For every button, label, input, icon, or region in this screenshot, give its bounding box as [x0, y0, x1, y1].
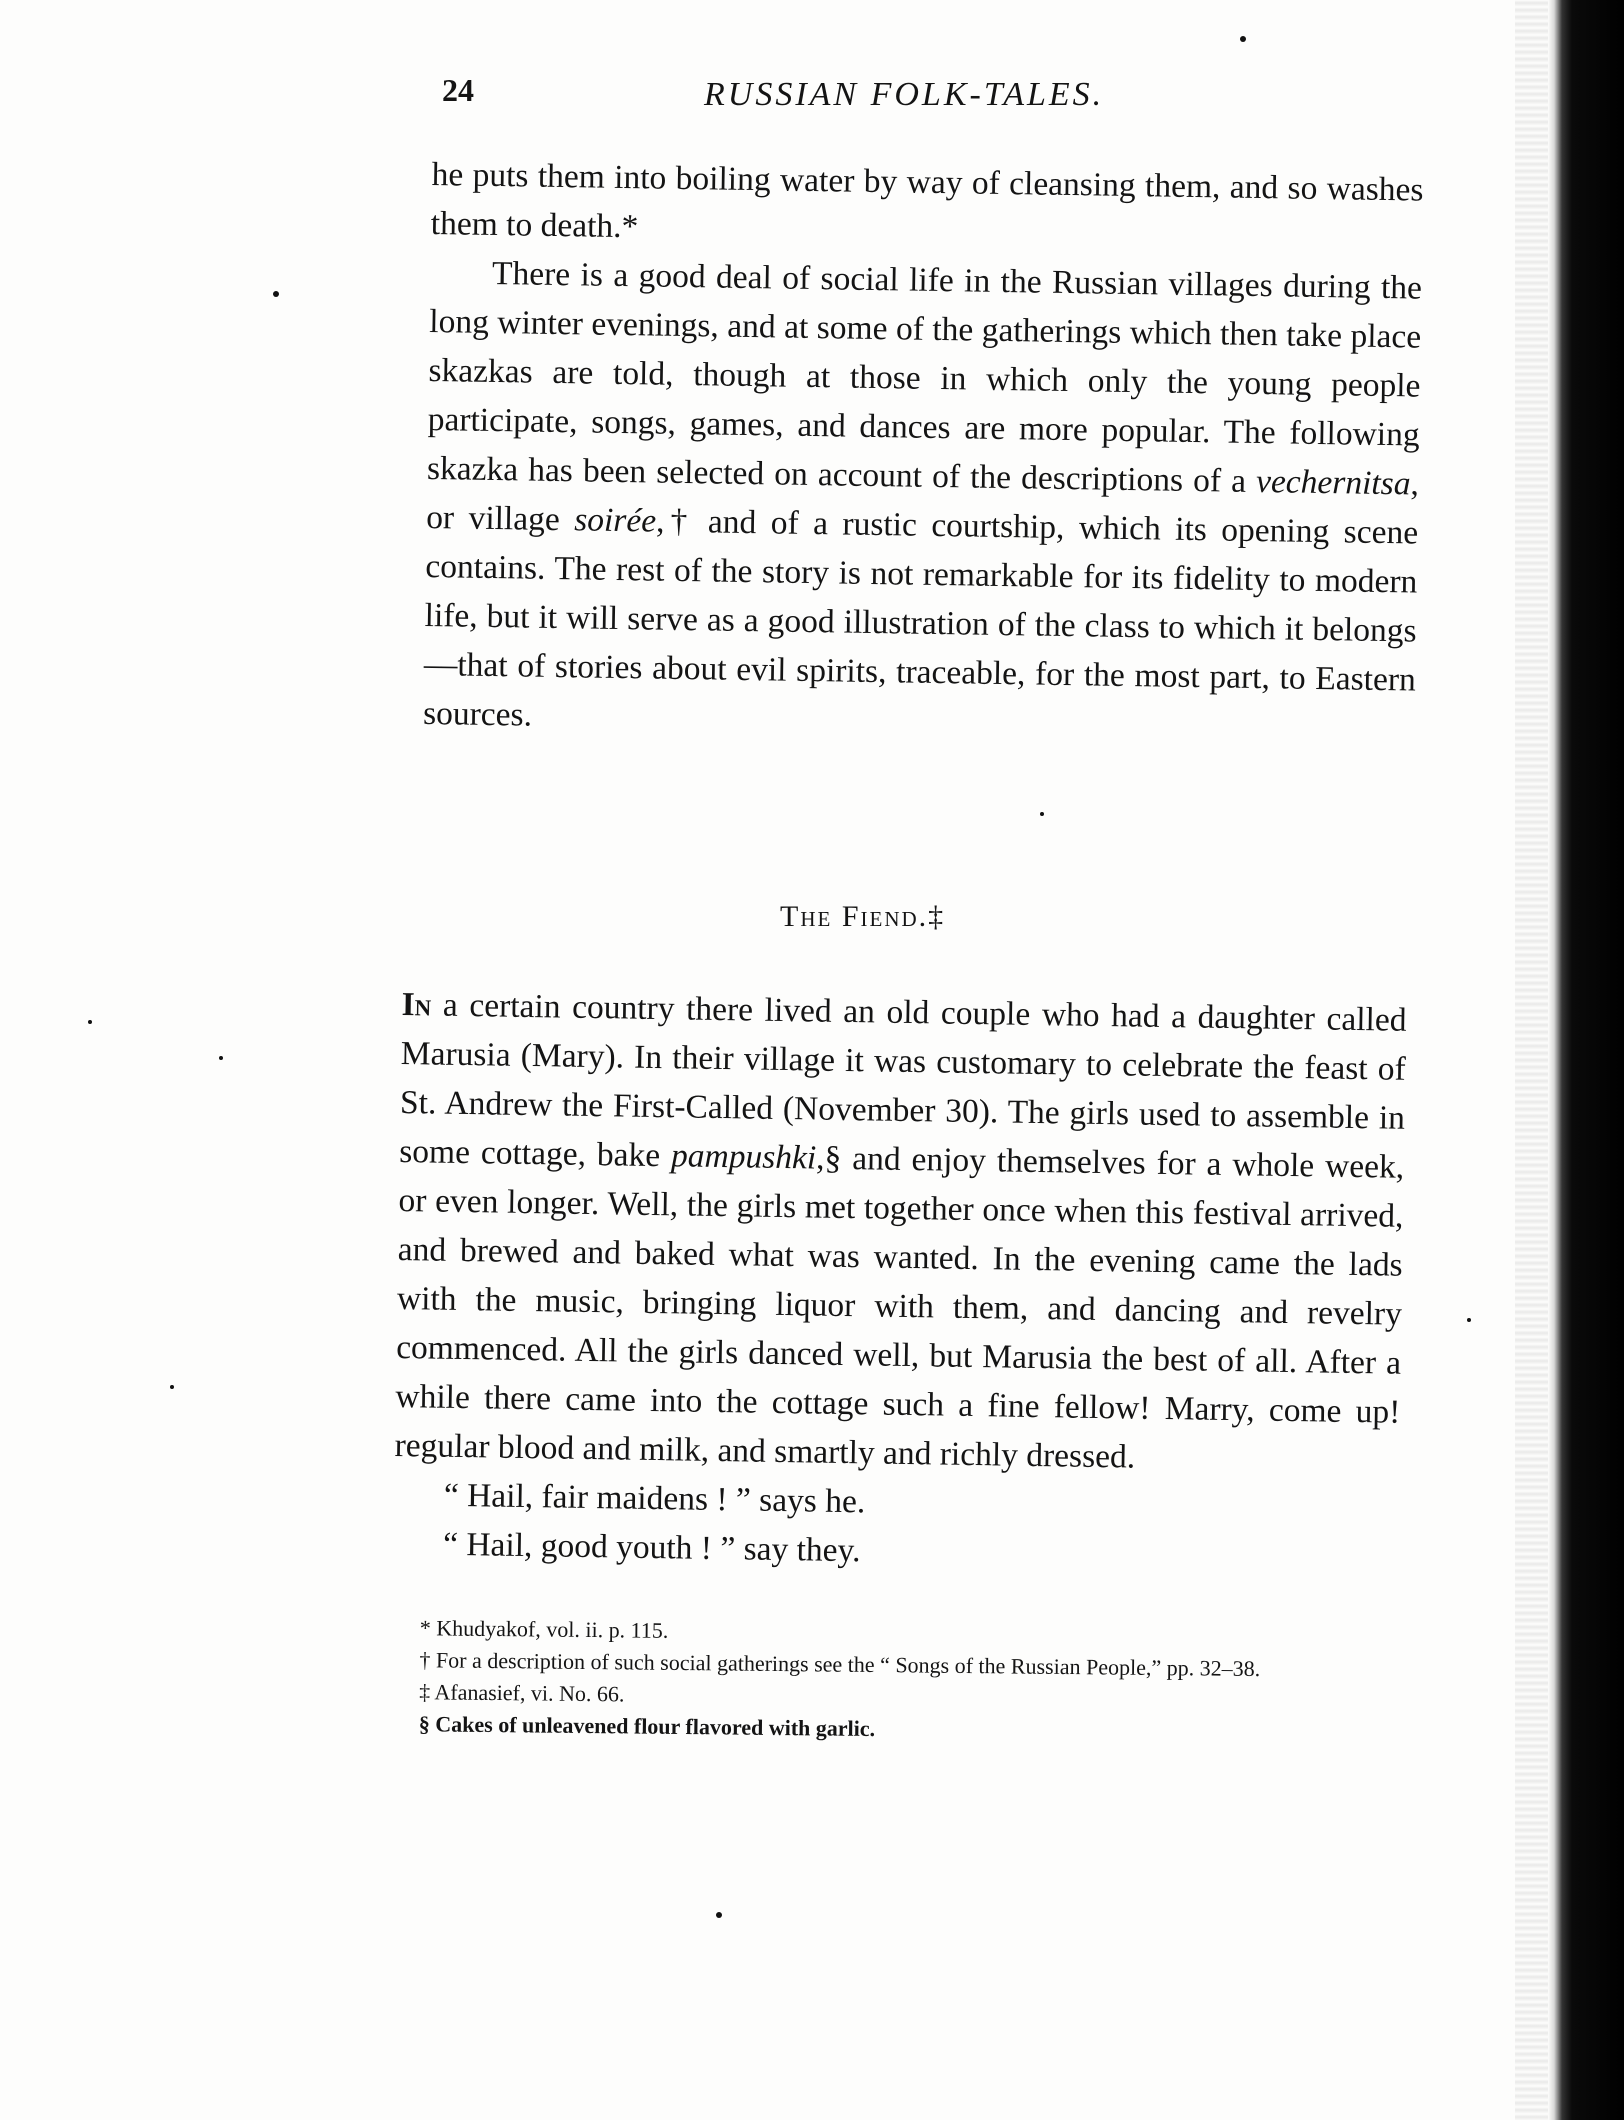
- intro-text-a: There is a good deal of social life in the Russian villages during the long winter evenings, and at some of the gatherings which then take place skazkas are told, though at those in which only the young people participate, songs, games, and dances are more popular. The following skazka has been selected on account of the descriptions of a: [426, 254, 1423, 500]
- footnote-3: ‡ Afanasief, vi. No. 66.: [419, 1679, 625, 1707]
- page-number: 24: [442, 72, 474, 108]
- dialogue-line-1: “ Hail, fair maidens ! ” says he.: [443, 1476, 866, 1521]
- binding-edge: [1548, 0, 1624, 2120]
- intro-section: [423, 150, 1424, 754]
- scan-speck: [273, 291, 279, 297]
- footnote-1: * Khudyakof, vol. ii. p. 115.: [419, 1615, 669, 1643]
- scan-speck: [1467, 1318, 1471, 1322]
- scan-speck: [219, 1056, 223, 1060]
- story-text-a: a certain country there lived an old couple who had a daughter called Marusia (Mary). In their village it was customary to celebrate the feast of St. Andrew the First-Called (November 30). The girls used to assemble in some cottage, bake: [399, 986, 1407, 1175]
- page-header: [432, 72, 1432, 132]
- footnote-2: † For a description of such social gatherings see the “ Songs of the Russian People,” pp. 32–38.: [419, 1647, 1261, 1682]
- term-vechernitsa: vechernitsa: [1255, 462, 1411, 503]
- footnote-4: § Cakes of unleavened flour flavored with garlic.: [418, 1711, 876, 1742]
- intro-paragraph: [423, 248, 1423, 754]
- scan-speck: [88, 1020, 92, 1024]
- term-pampushki: pampushki: [670, 1137, 817, 1177]
- running-title: RUSSIAN FOLK-TALES.: [704, 76, 1105, 113]
- footnotes: [395, 1612, 1396, 1750]
- intro-text-b: , or village: [425, 465, 1420, 539]
- dialogue-line-2: “ Hail, good youth ! ” say they.: [442, 1525, 861, 1570]
- dialogue: [393, 1470, 1399, 1584]
- story-section: [393, 980, 1407, 1584]
- scan-speck: [1240, 36, 1246, 42]
- story-lead-word: In: [401, 985, 432, 1024]
- term-soiree: soirée: [573, 501, 657, 540]
- story-paragraph: [394, 980, 1407, 1486]
- scan-speck: [716, 1912, 722, 1918]
- story-text-b: ,§ and enjoy themselves for a whole week, or even longer. Well, the girls met together once when this festival arrived, and brewed and baked what was wanted. In the evening came the lads with the music, bringing liquor with them, and dancing and revelry commenced. All the girls danced well, but Marusia the best of all. After a while there came into the cottage such a fine fellow! Marry, come up! regular blood and milk, and smartly and richly dressed.: [394, 1139, 1405, 1476]
- continuation-paragraph: he puts them into boiling water by way of cleansing them, and so washes them to death.*: [430, 155, 1424, 246]
- intro-text-c: ,† and of a rustic courtship, which its opening scene contains. The rest of the story is not remarkable for its fidelity to modern life, but it will serve as a good illustration of the class to which it belongs —that of stories about evil spirits, traceable, for the most part, to Eastern sources.: [422, 502, 1419, 734]
- scan-speck: [170, 1385, 174, 1389]
- story-title: The Fiend.‡: [780, 900, 946, 933]
- scan-speck: [1040, 812, 1044, 816]
